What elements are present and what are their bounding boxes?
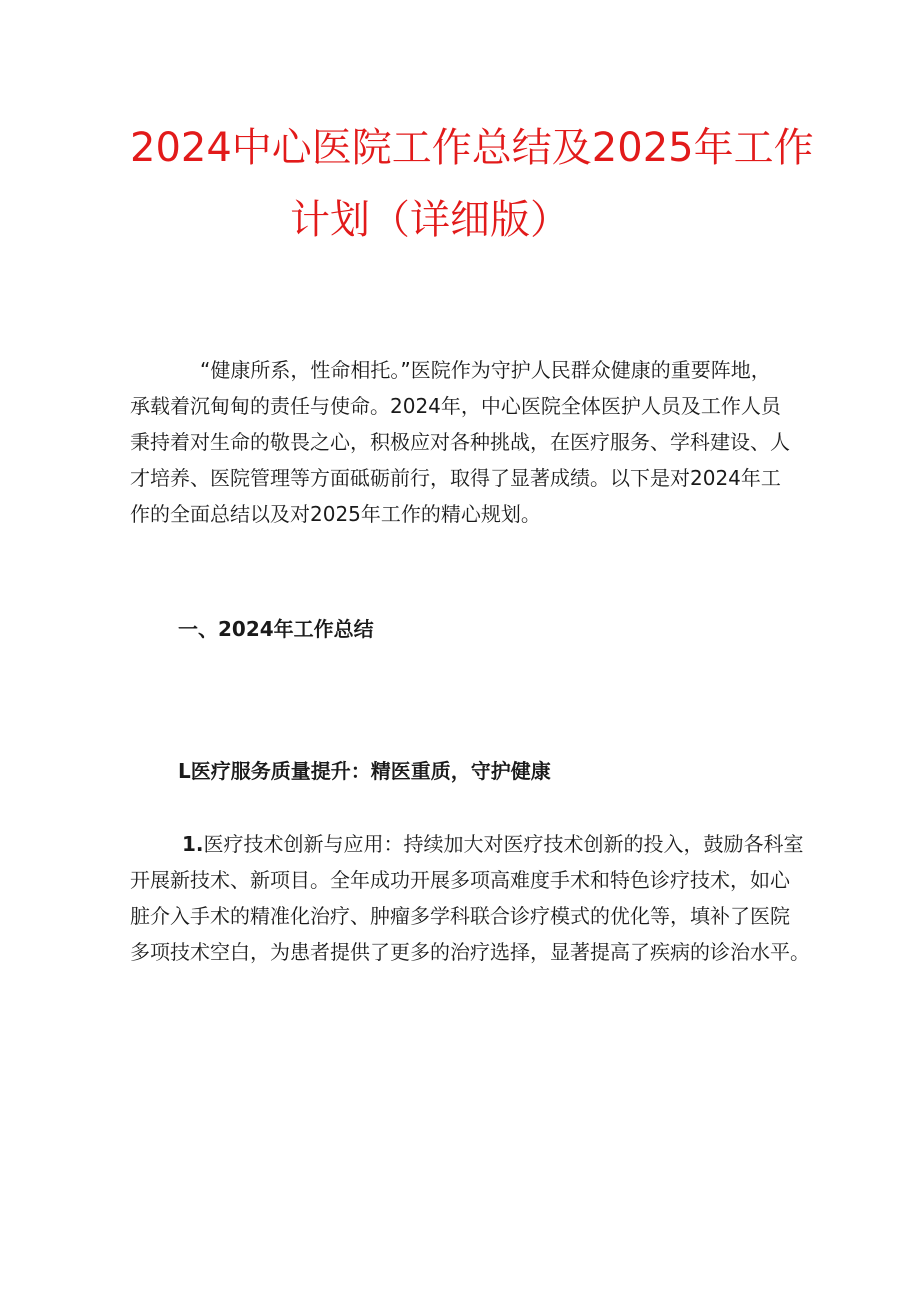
intro-line: 才培养、医院管理等方面砥砺前行，取得了显著成绩。以下是对2024年工 [130, 466, 781, 490]
item-line: 多项技术空白，为患者提供了更多的治疗选择，显著提高了疾病的诊治水平。 [130, 940, 810, 964]
intro-line: 承载着沉甸甸的责任与使命。2024年，中心医院全体医护人员及工作人员 [130, 394, 781, 418]
item-line: 开展新技术、新项目。全年成功开展多项高难度手术和特色诊疗技术，如心 [130, 868, 790, 892]
intro-paragraph [130, 352, 810, 532]
item-paragraph-tech-innovation [130, 826, 810, 970]
subsection-heading-medical-quality: L医疗服务质量提升：精医重质，守护健康 [178, 759, 551, 783]
intro-line: 作的全面总结以及对2025年工作的精心规划。 [130, 502, 541, 526]
item-line [130, 826, 810, 862]
item-line: 脏介入手术的精准化治疗、肿瘤多学科联合诊疗模式的优化等，填补了医院 [130, 904, 790, 928]
intro-line: “健康所系，性命相托。”医院作为守护人民群众健康的重要阵地， [200, 358, 771, 382]
item-number: 1. [182, 832, 204, 856]
item-line-text: 医疗技术创新与应用：持续加大对医疗技术创新的投入，鼓励各科室 [203, 832, 804, 856]
document-title-line-1: 2024中心医院工作总结及2025年工作 [130, 125, 814, 171]
section-heading-2024-summary: 一、2024年工作总结 [178, 617, 374, 641]
intro-line: 秉持着对生命的敬畏之心，积极应对各种挑战，在医疗服务、学科建设、人 [130, 430, 790, 454]
document-title-line-2: 计划（详细版） [290, 197, 570, 243]
